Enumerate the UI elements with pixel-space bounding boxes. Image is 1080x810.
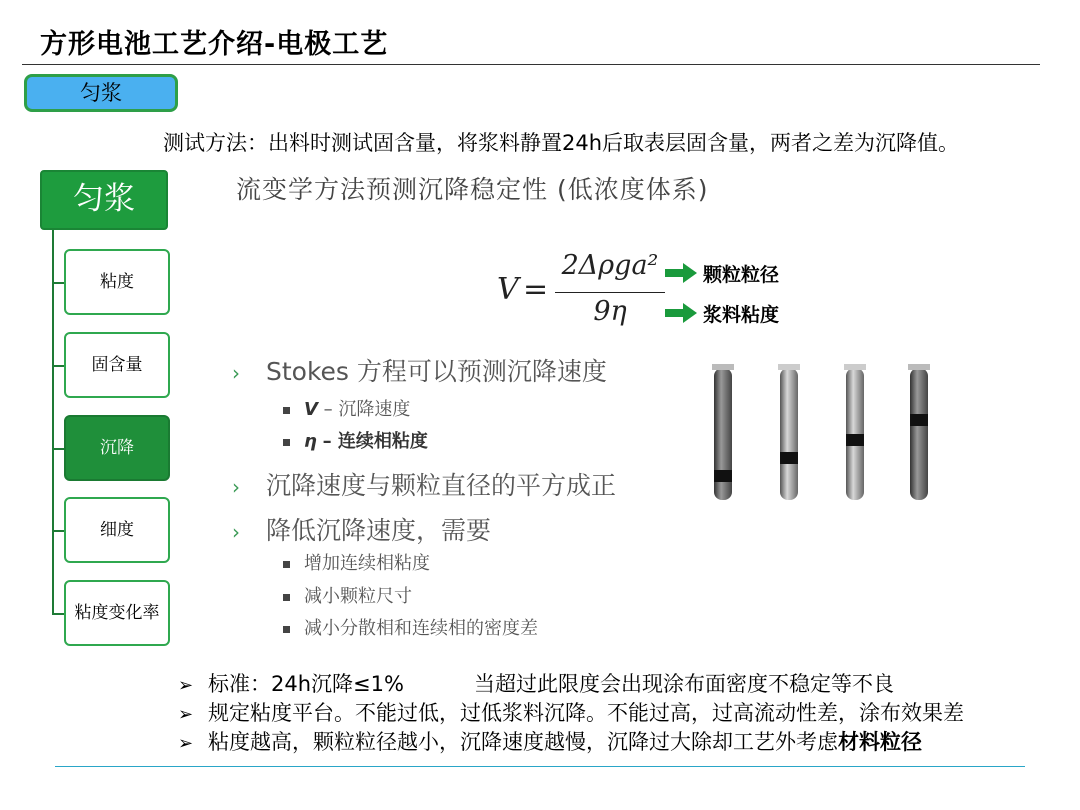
tree-node-viscosity-change-rate: 粘度变化率 <box>64 580 170 646</box>
formula-numerator: 2Δρga² <box>561 250 659 281</box>
bullet-reduce <box>232 511 491 547</box>
tree-branch <box>52 530 64 532</box>
square-bullet-icon <box>283 594 290 601</box>
subbullet-v <box>283 395 410 421</box>
symbol-v: V <box>304 399 318 420</box>
test-tube <box>778 364 800 500</box>
tree-node-viscosity: 粘度 <box>64 249 170 315</box>
triangle-bullet-icon: ➢ <box>178 704 194 725</box>
panel-title: 流变学方法预测沉降稳定性 (低浓度体系) <box>236 175 709 204</box>
bullet-text: 减小分散相和连续相的密度差 <box>304 618 538 639</box>
tree-branch <box>52 613 64 615</box>
tree-node-fineness: 细度 <box>64 497 170 563</box>
subbullet-reduce <box>283 614 538 640</box>
note-standard <box>178 668 894 698</box>
bullet-text: 减小颗粒尺寸 <box>304 586 412 607</box>
formula-lhs: V <box>497 272 519 307</box>
square-bullet-icon <box>283 407 290 414</box>
formula-fraction-bar <box>555 292 665 293</box>
note-text: 粘度越高，颗粒粒径越小，沉降速度越慢，沉降过大除却工艺外考虑 <box>208 730 838 754</box>
bullet-square-law <box>232 466 616 502</box>
note-particle-size <box>178 726 922 756</box>
symbol-eta: η <box>304 431 317 452</box>
triangle-bullet-icon: ➢ <box>178 675 194 696</box>
note-text: 标准：24h沉降≤1% <box>208 672 404 696</box>
test-tube <box>908 364 930 500</box>
chevron-right-icon: › <box>232 475 240 499</box>
title-divider <box>22 64 1040 65</box>
arrow-label: 浆料粘度 <box>703 304 780 326</box>
test-tube <box>712 364 734 500</box>
note-bold-text: 材料粒径 <box>838 730 922 754</box>
bullet-text: 增加连续相粘度 <box>304 553 430 574</box>
formula-equals: = <box>523 272 549 307</box>
right-arrow-icon <box>665 303 697 323</box>
bullet-stokes <box>232 352 607 388</box>
section-tag: 匀浆 <box>24 74 178 112</box>
note-viscosity-platform <box>178 697 964 727</box>
tree-branch <box>52 282 64 284</box>
footer-divider <box>55 766 1025 767</box>
tree-branch <box>52 448 64 450</box>
tree-root-node: 匀浆 <box>40 170 168 230</box>
triangle-bullet-icon: ➢ <box>178 733 194 754</box>
tree-branch <box>52 365 64 367</box>
note-text: 当超过此限度会出现涂布面密度不稳定等不良 <box>473 672 894 696</box>
square-bullet-icon <box>283 561 290 568</box>
subbullet-reduce <box>283 549 430 575</box>
right-arrow-icon <box>665 263 697 283</box>
subbullet-reduce <box>283 582 412 608</box>
bullet-text: 降低沉降速度，需要 <box>266 516 492 545</box>
stokes-formula <box>497 250 677 340</box>
chevron-right-icon: › <box>232 361 240 385</box>
sedimentation-test-tubes-image <box>700 360 940 505</box>
bullet-text: – 连续相粘度 <box>322 431 428 452</box>
tree-trunk-line <box>52 230 54 615</box>
subbullet-eta <box>283 427 428 453</box>
page-title: 方形电池工艺介绍-电极工艺 <box>40 29 389 60</box>
tree-node-sedimentation: 沉降 <box>64 415 170 481</box>
chevron-right-icon: › <box>232 520 240 544</box>
bullet-text: Stokes 方程可以预测沉降速度 <box>266 357 607 386</box>
test-tube <box>844 364 866 500</box>
arrow-label: 颗粒粒径 <box>703 264 780 286</box>
test-method-text: 测试方法：出料时测试固含量，将浆料静置24h后取表层固含量，两者之差为沉降值。 <box>163 131 960 155</box>
tree-node-solid-content: 固含量 <box>64 332 170 398</box>
bullet-text: 沉降速度与颗粒直径的平方成正 <box>266 471 617 500</box>
note-text: 规定粘度平台。不能过低，过低浆料沉降。不能过高，过高流动性差，涂布效果差 <box>208 701 964 725</box>
bullet-text: – 沉降速度 <box>323 399 411 420</box>
formula-denominator: 9η <box>593 296 627 327</box>
square-bullet-icon <box>283 439 290 446</box>
square-bullet-icon <box>283 626 290 633</box>
